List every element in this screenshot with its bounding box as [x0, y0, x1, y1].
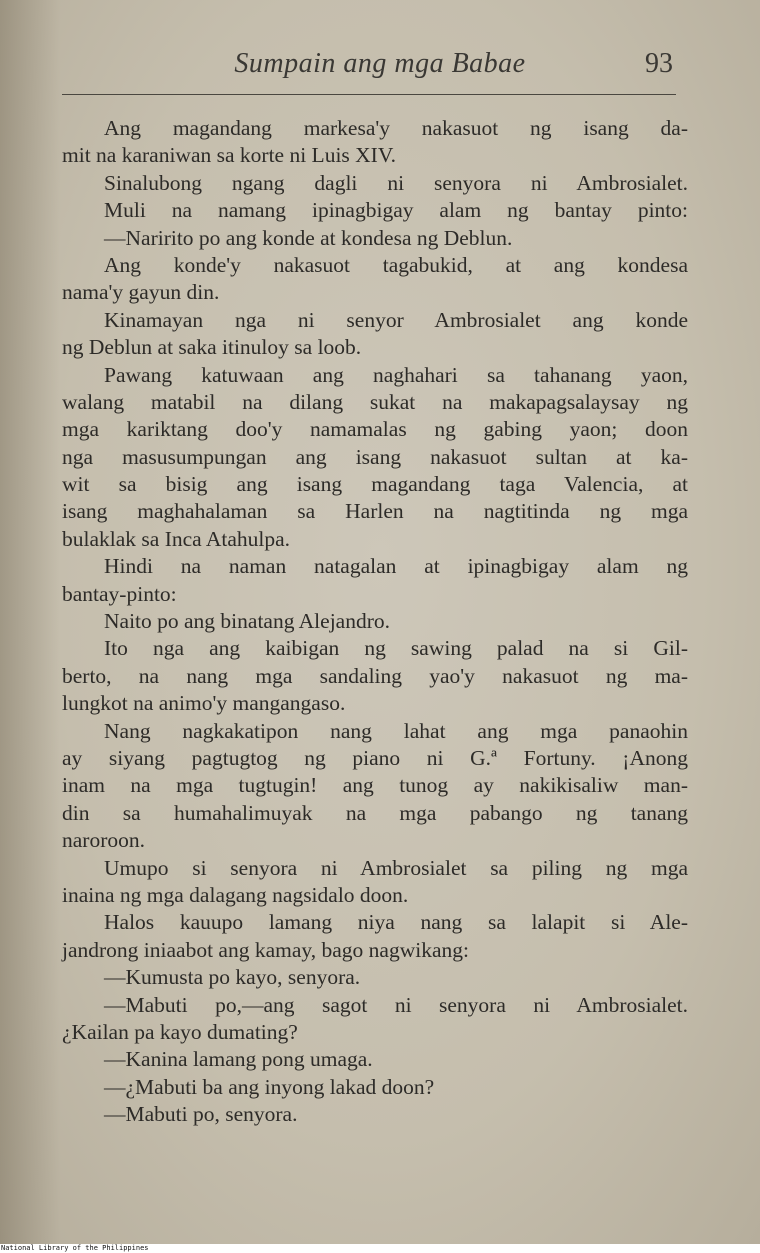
running-header-title: Sumpain ang mga Babae: [234, 48, 526, 79]
text-line: —Kumusta po kayo, senyora.: [104, 965, 361, 990]
text-line: Muli na namang ipinagbigay alam ng bantay pinto:: [104, 198, 688, 223]
text-line: wit sa bisig ang isang magandang taga Valencia, at: [62, 472, 688, 497]
text-line: —¿Mabuti ba ang inyong lakad doon?: [104, 1074, 435, 1099]
text-line: Ang magandang markesa'y nakasuot ng isang da-: [104, 116, 688, 140]
text-line: nama'y gayun din.: [62, 280, 220, 305]
text-line: Ang konde'y nakasuot tagabukid, at ang kondesa: [104, 252, 688, 277]
text-line: inaina ng mga dalagang nagsidalo doon.: [62, 882, 409, 907]
text-line: Pawang katuwaan ang naghahari sa tahanang yaon,: [104, 362, 688, 387]
text-line: nga masusumpungan ang isang nakasuot sultan at ka-: [62, 444, 688, 469]
text-line: bulaklak sa Inca Atahulpa.: [62, 526, 291, 551]
text-line: —Naririto po ang konde at kondesa ng Deblun.: [104, 225, 513, 250]
text-line: Hindi na naman natagalan at ipinagbigay alam ng: [104, 554, 688, 579]
text-line: —Mabuti po, senyora.: [104, 1102, 298, 1127]
text-line: lungkot na animo'y mangangaso.: [62, 691, 346, 716]
text-line: Umupo si senyora ni Ambrosialet sa piling ng mga: [104, 855, 688, 880]
text-line: naroroon.: [62, 828, 145, 853]
text-line: inam na mga tugtugin! ang tunog ay nakikisaliw man-: [62, 773, 688, 798]
header-rule: [62, 94, 676, 95]
text-line: berto, na nang mga sandaling yao'y nakasuot ng ma-: [62, 663, 688, 688]
text-line: Naito po ang binatang Alejandro.: [104, 609, 390, 634]
text-line: din sa humahalimuyak na mga pabango ng tanang: [62, 800, 688, 825]
text-line: jandrong iniaabot ang kamay, bago nagwikang:: [62, 937, 469, 962]
text-line: —Mabuti po,—ang sagot ni senyora ni Ambrosialet.: [104, 992, 688, 1017]
text-line: ay siyang pagtugtog ng piano ni G.ª Fortuny. ¡Anong: [62, 745, 688, 770]
text-line: walang matabil na dilang sukat na makapagsalaysay ng: [62, 389, 688, 414]
text-line: —Kanina lamang pong umaga.: [104, 1047, 373, 1072]
body-text: [62, 115, 688, 1128]
text-line: isang maghahalaman sa Harlen na nagtitinda ng mga: [62, 499, 688, 524]
text-line: Kinamayan nga ni senyor Ambrosialet ang konde: [104, 307, 688, 332]
text-line: Nang nagkakatipon nang lahat ang mga panaohin: [104, 718, 688, 743]
text-line: mit na karaniwan sa korte ni Luis XIV.: [62, 143, 396, 168]
text-line: mga kariktang doo'y namamalas ng gabing yaon; doon: [62, 417, 688, 442]
page-number: 93: [645, 48, 673, 79]
text-line: ng Deblun at saka itinuloy sa loob.: [62, 335, 362, 360]
text-line: Sinalubong ngang dagli ni senyora ni Ambrosialet.: [104, 170, 688, 195]
text-line: Ito nga ang kaibigan ng sawing palad na si Gil-: [104, 636, 688, 661]
spine-shadow: [0, 0, 60, 1244]
text-line: ¿Kailan pa kayo dumating?: [62, 1019, 298, 1044]
text-line: bantay-pinto:: [62, 581, 177, 606]
library-credit: National Library of the Philippines: [0, 1244, 760, 1253]
text-line: Halos kauupo lamang niya nang sa lalapit si Ale-: [104, 910, 688, 935]
